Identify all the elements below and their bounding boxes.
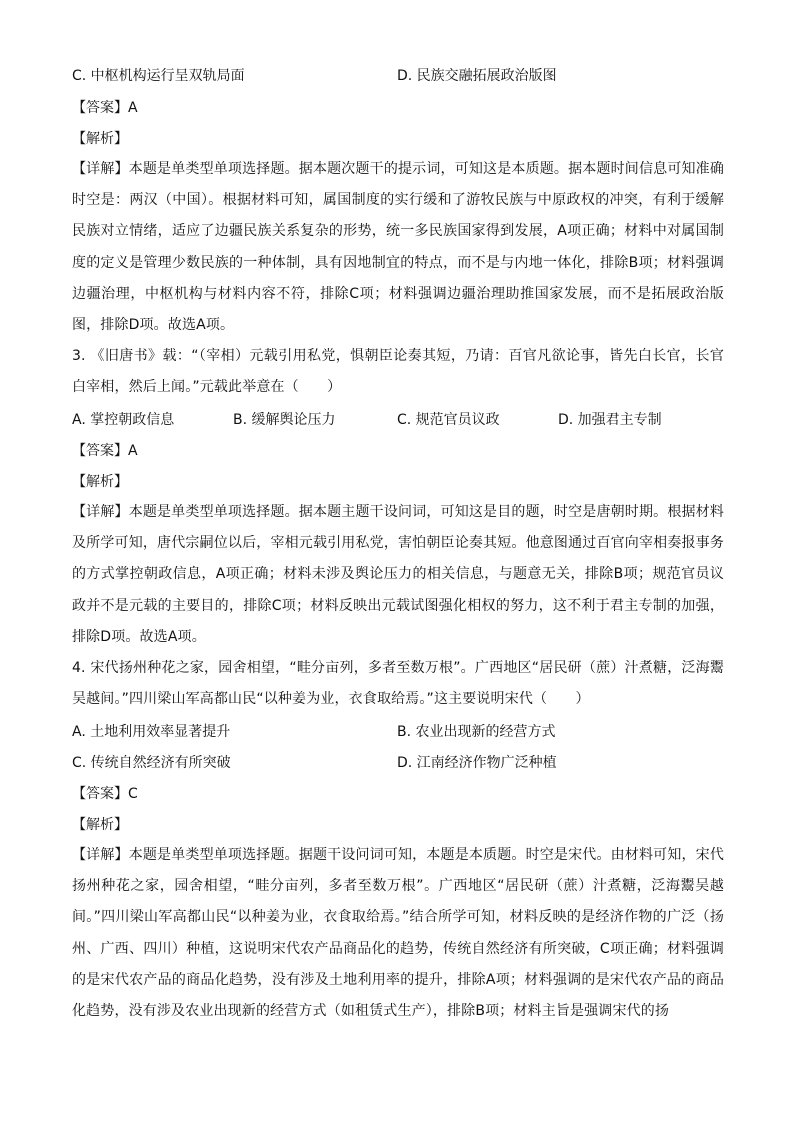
q3-option-a: A. 掌控朝政信息	[72, 412, 175, 428]
q4-option-a: A. 土地利用效率显著提升	[72, 724, 231, 740]
q4-option-c: C. 传统自然经济有所突破	[72, 755, 231, 771]
q3-option-b: B. 缓解舆论压力	[233, 412, 336, 428]
q3-answer: 【答案】A	[72, 443, 138, 459]
q4-option-d: D. 江南经济作物广泛种植	[397, 755, 557, 771]
q3-explanation: 【详解】本题是单类型单项选择题。据本题主题干设问词，可知这是目的题，时空是唐朝时期。根据材料及所学可知，唐代宗嗣位以后，宰相元载引用私党，害怕朝臣论奏其短。他意图通过百官向宰相奏报事务的方式掌控朝政信息，A项正确；材料未涉及舆论压力的相关信息，与题意无关，排除B项；规范官员议政并不是元载的主要目的，排除C项；材料反映出元载试图强化相权的努力，这不利于君主专制的加强，排除D项。故选A项。	[72, 504, 724, 645]
q3-stem: 3. 《旧唐书》载：“（宰相）元载引用私党，惧朝臣论奏其短，乃请：百官凡欲论事，皆先白长官，长官白宰相，然后上闻。”元载此举意在（ ）	[72, 348, 724, 396]
q4-answer: 【答案】C	[72, 786, 138, 802]
q2-option-d: D. 民族交融拓展政治版图	[397, 68, 557, 84]
q4-option-b: B. 农业出现新的经营方式	[397, 724, 556, 740]
q2-answer: 【答案】A	[72, 100, 138, 116]
q2-explanation: 【详解】本题是单类型单项选择题。据本题次题干的提示词，可知这是本质题。据本题时间信息可知准确时空是：两汉（中国）。根据材料可知，属国制度的实行缓和了游牧民族与中原政权的冲突，有利于缓解民族对立情绪，适应了边疆民族关系复杂的形势，统一多民族国家得到发展，A项正确；材料中对属国制度的定义是管理少数民族的一种体制，具有因地制宜的特点，而不是与内地一体化，排除B项；材料强调边疆治理，中枢机构与材料内容不符，排除C项；材料强调边疆治理助推国家发展，而不是拓展政治版图，排除D项。故选A项。	[72, 161, 724, 334]
q2-option-c: C. 中枢机构运行呈双轨局面	[72, 68, 245, 84]
q3-option-c: C. 规范官员议政	[397, 412, 500, 428]
q4-explanation: 【详解】本题是单类型单项选择题。据题干设问词可知，本题是本质题。时空是宋代。由材料可知，宋代扬州种花之家，园舍相望，“畦分亩列，多者至数万根”。广西地区“居民研（蔗）汁煮糖，泛海鬻吴越间。”四川梁山军高都山民“以种姜为业，衣食取给焉。”结合所学可知，材料反映的是经济作物的广泛（扬州、广西、四川）种植，这说明宋代农产品商品化的趋势，传统自然经济有所突破，C项正确；材料强调的是宋代农产品的商品化趋势，没有涉及土地利用率的提升，排除A项；材料强调的是宋代农产品的商品化趋势，没有涉及农业出现新的经营方式（如租赁式生产），排除B项；材料主旨是强调宋代的扬	[72, 847, 724, 1020]
q3-option-d: D. 加强君主专制	[558, 412, 662, 428]
q4-analysis-label: 【解析】	[72, 817, 128, 833]
q3-analysis-label: 【解析】	[72, 474, 128, 490]
q2-analysis-label: 【解析】	[72, 131, 128, 147]
q4-stem: 4. 宋代扬州种花之家，园舍相望，“畦分亩列，多者至数万根”。广西地区“居民研（蔗）汁煮糖，泛海鬻吴越间。”四川梁山军高都山民“以种姜为业，衣食取给焉。”这主要说明宋代（ ）	[72, 660, 724, 708]
